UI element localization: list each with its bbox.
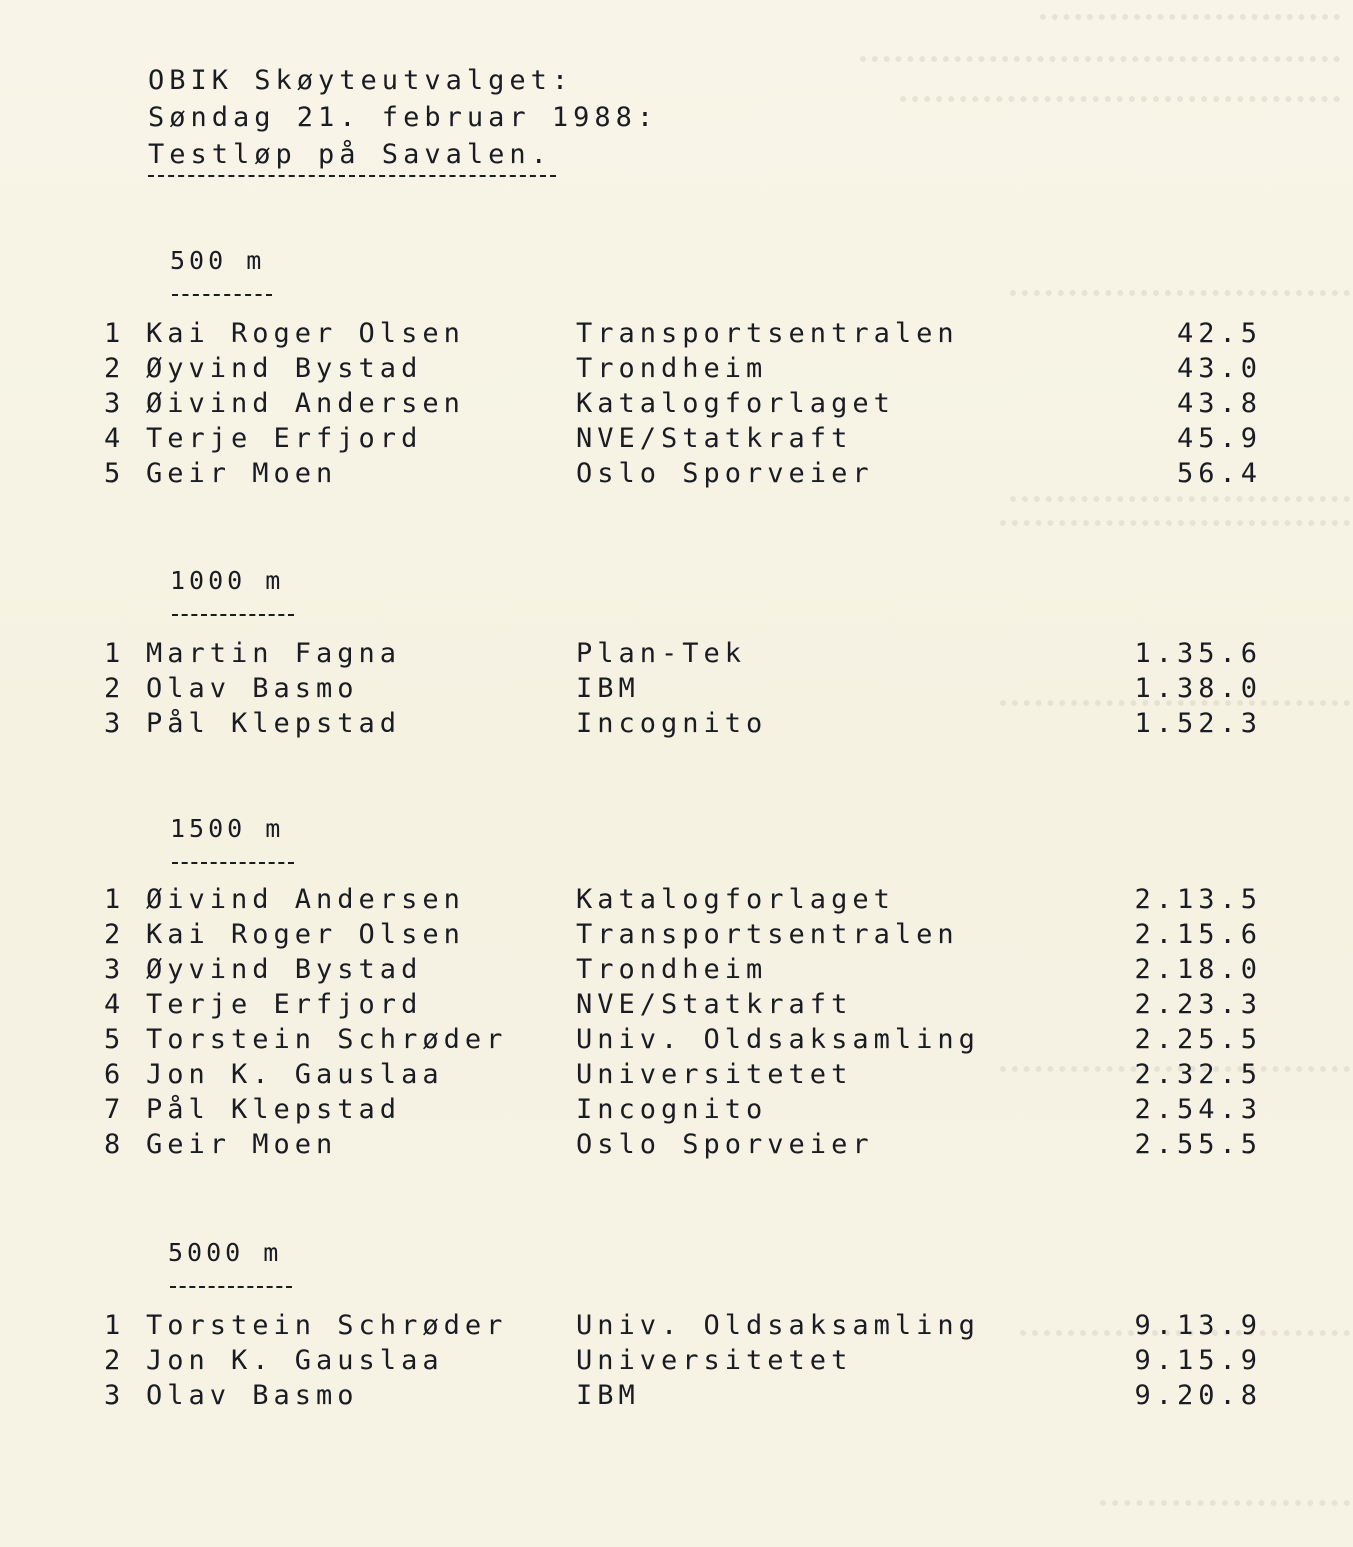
result-time: 2.25.5 bbox=[1134, 1024, 1262, 1055]
header-underline bbox=[148, 175, 556, 177]
club-name: Incognito bbox=[576, 1094, 768, 1125]
result-row bbox=[100, 1059, 1270, 1094]
skater-name: Pål Klepstad bbox=[146, 1094, 402, 1125]
club-name: NVE/Statkraft bbox=[576, 989, 853, 1020]
result-time: 2.23.3 bbox=[1134, 989, 1262, 1020]
result-time: 2.15.6 bbox=[1134, 919, 1262, 950]
result-time: 43.8 bbox=[1176, 388, 1262, 419]
skater-name: Geir Moen bbox=[146, 1129, 338, 1160]
result-time: 56.4 bbox=[1176, 458, 1262, 489]
skater-name: Øivind Andersen bbox=[146, 884, 465, 915]
skater-name: Øyvind Bystad bbox=[146, 353, 423, 384]
result-row bbox=[100, 388, 1270, 423]
section-title-500m: 500 m bbox=[170, 246, 266, 275]
result-row bbox=[100, 458, 1270, 493]
rank: 1 bbox=[104, 884, 126, 915]
skater-name: Øyvind Bystad bbox=[146, 954, 423, 985]
result-row bbox=[100, 884, 1270, 919]
skater-name: Torstein Schrøder bbox=[146, 1024, 508, 1055]
section-title-5000m: 5000 m bbox=[168, 1238, 283, 1267]
skater-name: Terje Erfjord bbox=[146, 423, 423, 454]
section-underline bbox=[172, 862, 294, 864]
result-row bbox=[100, 1380, 1270, 1415]
club-name: Trondheim bbox=[576, 954, 768, 985]
section-title-1500m: 1500 m bbox=[170, 814, 285, 843]
document-header bbox=[148, 62, 658, 177]
result-time: 42.5 bbox=[1176, 318, 1262, 349]
club-name: Universitetet bbox=[576, 1345, 853, 1376]
club-name: Plan-Tek bbox=[576, 638, 747, 669]
rank: 4 bbox=[104, 989, 126, 1020]
rank: 3 bbox=[104, 1380, 126, 1411]
result-time: 1.35.6 bbox=[1134, 638, 1262, 669]
club-name: Oslo Sporveier bbox=[576, 458, 874, 489]
result-row bbox=[100, 1129, 1270, 1164]
rank: 3 bbox=[104, 388, 126, 419]
result-row bbox=[100, 353, 1270, 388]
result-row bbox=[100, 1310, 1270, 1345]
result-time: 43.0 bbox=[1176, 353, 1262, 384]
club-name: Transportsentralen bbox=[576, 919, 959, 950]
result-time: 1.38.0 bbox=[1134, 673, 1262, 704]
skater-name: Martin Fagna bbox=[146, 638, 402, 669]
result-time: 2.18.0 bbox=[1134, 954, 1262, 985]
skater-name: Terje Erfjord bbox=[146, 989, 423, 1020]
result-time: 9.20.8 bbox=[1134, 1380, 1262, 1411]
results-list-1000m bbox=[100, 638, 1270, 743]
club-name: Katalogforlaget bbox=[576, 884, 895, 915]
result-time: 9.15.9 bbox=[1134, 1345, 1262, 1376]
rank: 1 bbox=[104, 1310, 126, 1341]
result-row bbox=[100, 954, 1270, 989]
skater-name: Kai Roger Olsen bbox=[146, 318, 465, 349]
rank: 1 bbox=[104, 318, 126, 349]
result-time: 1.52.3 bbox=[1134, 708, 1262, 739]
rank: 3 bbox=[104, 708, 126, 739]
club-name: Univ. Oldsaksamling bbox=[576, 1310, 980, 1341]
result-row bbox=[100, 423, 1270, 458]
skater-name: Geir Moen bbox=[146, 458, 338, 489]
skater-name: Kai Roger Olsen bbox=[146, 919, 465, 950]
rank: 2 bbox=[104, 1345, 126, 1376]
rank: 5 bbox=[104, 458, 126, 489]
rank: 3 bbox=[104, 954, 126, 985]
rank: 2 bbox=[104, 353, 126, 384]
result-time: 2.55.5 bbox=[1134, 1129, 1262, 1160]
rank: 4 bbox=[104, 423, 126, 454]
result-row bbox=[100, 708, 1270, 743]
result-row bbox=[100, 1345, 1270, 1380]
club-name: Transportsentralen bbox=[576, 318, 959, 349]
section-underline bbox=[172, 614, 294, 616]
club-name: Katalogforlaget bbox=[576, 388, 895, 419]
club-name: IBM bbox=[576, 673, 640, 704]
results-list-500m bbox=[100, 318, 1270, 493]
section-underline bbox=[172, 294, 272, 296]
club-name: Universitetet bbox=[576, 1059, 853, 1090]
result-time: 45.9 bbox=[1176, 423, 1262, 454]
result-row bbox=[100, 1094, 1270, 1129]
club-name: Trondheim bbox=[576, 353, 768, 384]
result-row bbox=[100, 989, 1270, 1024]
result-time: 2.54.3 bbox=[1134, 1094, 1262, 1125]
skater-name: Jon K. Gauslaa bbox=[146, 1059, 444, 1090]
rank: 6 bbox=[104, 1059, 126, 1090]
skater-name: Øivind Andersen bbox=[146, 388, 465, 419]
skater-name: Torstein Schrøder bbox=[146, 1310, 508, 1341]
rank: 2 bbox=[104, 673, 126, 704]
club-name: Oslo Sporveier bbox=[576, 1129, 874, 1160]
rank: 1 bbox=[104, 638, 126, 669]
result-row bbox=[100, 638, 1270, 673]
result-row bbox=[100, 1024, 1270, 1059]
rank: 2 bbox=[104, 919, 126, 950]
section-title-1000m: 1000 m bbox=[170, 566, 285, 595]
result-row bbox=[100, 673, 1270, 708]
club-name: NVE/Statkraft bbox=[576, 423, 853, 454]
club-name: Incognito bbox=[576, 708, 768, 739]
skater-name: Pål Klepstad bbox=[146, 708, 402, 739]
header-event-line: Testløp på Savalen. bbox=[148, 139, 552, 170]
club-name: Univ. Oldsaksamling bbox=[576, 1024, 980, 1055]
result-time: 9.13.9 bbox=[1134, 1310, 1262, 1341]
result-time: 2.13.5 bbox=[1134, 884, 1262, 915]
rank: 7 bbox=[104, 1094, 126, 1125]
skater-name: Olav Basmo bbox=[146, 1380, 359, 1411]
result-row bbox=[100, 919, 1270, 954]
header-club-line: OBIK Skøyteutvalget: bbox=[148, 65, 574, 96]
skater-name: Jon K. Gauslaa bbox=[146, 1345, 444, 1376]
header-date-line: Søndag 21. februar 1988: bbox=[148, 102, 659, 133]
skater-name: Olav Basmo bbox=[146, 673, 359, 704]
rank: 5 bbox=[104, 1024, 126, 1055]
section-underline bbox=[170, 1286, 292, 1288]
rank: 8 bbox=[104, 1129, 126, 1160]
club-name: IBM bbox=[576, 1380, 640, 1411]
result-row bbox=[100, 318, 1270, 353]
result-time: 2.32.5 bbox=[1134, 1059, 1262, 1090]
results-list-5000m bbox=[100, 1310, 1270, 1415]
results-list-1500m bbox=[100, 884, 1270, 1164]
